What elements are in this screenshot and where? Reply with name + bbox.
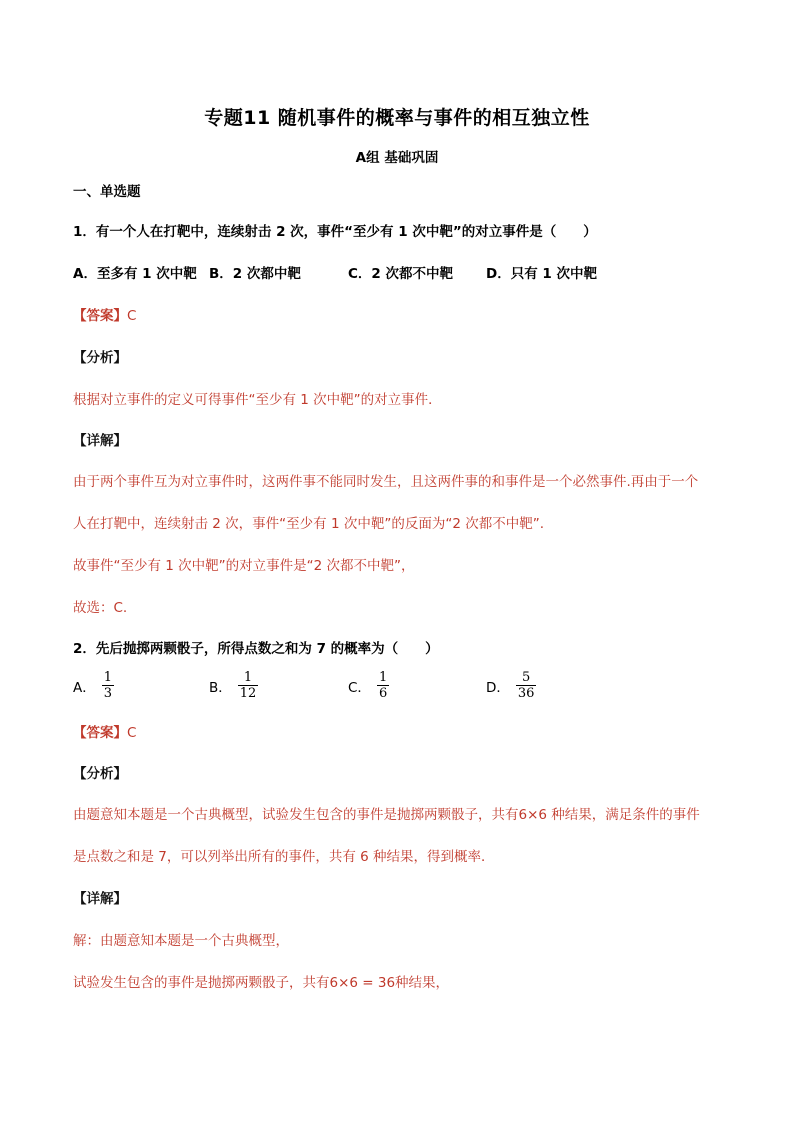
q1-detail-line: 故事件“至少有 1 次中靶”的对立事件是“2 次都不中靶”， xyxy=(73,558,415,574)
option-label: C． xyxy=(348,679,371,696)
q1-detail-tag: 【详解】 xyxy=(73,433,127,449)
option-label: D． xyxy=(486,679,510,696)
fraction-numerator: 1 xyxy=(243,670,253,685)
q2-option-a xyxy=(73,670,114,701)
q2-analysis-line: 由题意知本题是一个古典概型，试验发生包含的事件是抛掷两颗骰子，共有6×6 种结果，满足条件的事件 xyxy=(73,807,700,823)
section-title: 一、单选题 xyxy=(73,184,141,200)
q1-option-c: C．2 次都不中靶 xyxy=(348,266,454,282)
document-title: 专题11 随机事件的概率与事件的相互独立性 xyxy=(204,107,590,129)
q1-analysis-text: 根据对立事件的定义可得事件“至少有 1 次中靶”的对立事件． xyxy=(73,392,442,408)
fraction-denominator: 36 xyxy=(517,686,535,701)
fraction-numerator: 1 xyxy=(103,670,113,685)
q2-option-d xyxy=(486,670,536,701)
fraction xyxy=(238,670,259,701)
q2-detail-tag: 【详解】 xyxy=(73,891,127,907)
fraction xyxy=(516,670,537,701)
q1-stem: 1．有一个人在打靶中，连续射击 2 次，事件“至少有 1 次中靶”的对立事件是（ ） xyxy=(73,224,597,240)
q1-answer xyxy=(73,304,136,324)
q1-option-b: B．2 次都中靶 xyxy=(209,266,301,282)
q2-detail-line: 解：由题意知本题是一个古典概型， xyxy=(73,933,289,949)
q2-stem: 2．先后抛掷两颗骰子，所得点数之和为 7 的概率为（ ） xyxy=(73,641,439,657)
fraction xyxy=(377,670,389,701)
q2-detail-line: 试验发生包含的事件是抛掷两颗骰子，共有6×6 = 36种结果， xyxy=(73,975,450,991)
q2-answer xyxy=(73,721,136,741)
fraction-denominator: 12 xyxy=(239,686,257,701)
answer-value: C xyxy=(127,308,137,324)
answer-tag: 【答案】 xyxy=(73,308,127,324)
q2-analysis-line: 是点数之和是 7，可以列举出所有的事件，共有 6 种结果，得到概率． xyxy=(73,849,495,865)
q1-option-a: A．至多有 1 次中靶 xyxy=(73,266,197,282)
answer-value: C xyxy=(127,725,137,741)
q2-analysis-tag: 【分析】 xyxy=(73,766,127,782)
fraction-numerator: 1 xyxy=(378,670,388,685)
fraction-numerator: 5 xyxy=(522,670,531,685)
q1-detail-line: 故选：C. xyxy=(73,600,128,616)
q1-detail-line: 人在打靶中，连续射击 2 次，事件“至少有 1 次中靶”的反面为“2 次都不中靶”. xyxy=(73,516,544,532)
q2-option-c xyxy=(348,670,389,701)
q1-analysis-tag: 【分析】 xyxy=(73,350,127,366)
q1-detail-line: 由于两个事件互为对立事件时，这两件事不能同时发生，且这两件事的和事件是一个必然事件.再由于一个 xyxy=(73,474,699,490)
fraction-denominator: 6 xyxy=(378,686,388,701)
option-label: A． xyxy=(73,679,96,696)
q1-option-d: D．只有 1 次中靶 xyxy=(486,266,597,282)
answer-tag: 【答案】 xyxy=(73,725,127,741)
group-title: A组 基础巩固 xyxy=(355,150,439,166)
q2-option-b xyxy=(209,670,258,701)
fraction xyxy=(102,670,114,701)
fraction-denominator: 3 xyxy=(103,686,113,701)
option-label: B． xyxy=(209,679,232,696)
